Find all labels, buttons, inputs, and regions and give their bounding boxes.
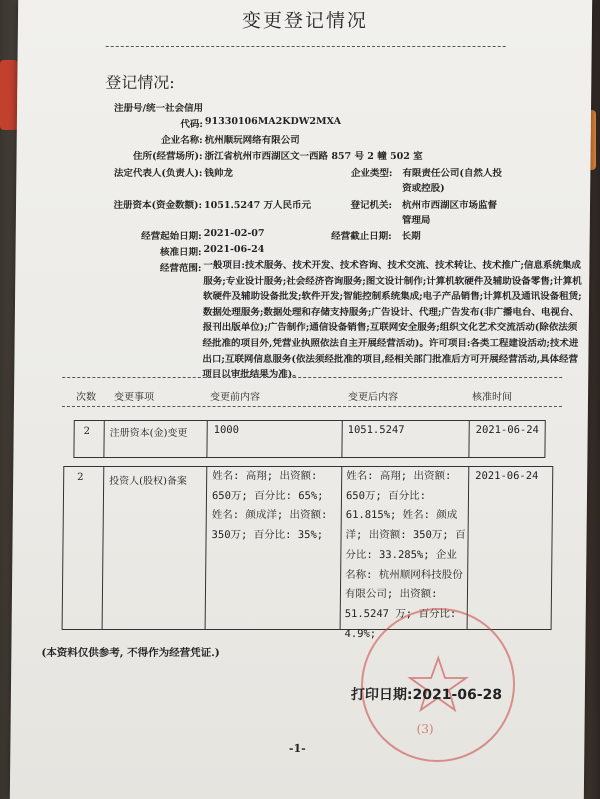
code-label-2: 代码: (180, 119, 203, 130)
section-title: 登记情况: (105, 73, 175, 92)
end-date: 长期 (401, 231, 421, 242)
row-after: 1051.5247 (347, 424, 405, 436)
end-date-label: 经营截止日期: (331, 231, 392, 242)
col-header-item: 变更事项 (113, 392, 155, 403)
credit-code: 91330106MA2KDW2MXA (204, 116, 342, 127)
capital: 1051.5247 万人民币元 (203, 200, 312, 211)
address: 浙江省杭州市西湖区文一西路 857 号 2 幢 502 室 (204, 151, 423, 162)
divider (106, 46, 506, 47)
business-scope: 一般项目:技术服务、技术开发、技术咨询、技术交流、技术转让、技术推广;信息系统集成服务;专业设计服务;社会经济咨询服务;图文设计制作;计算机软硬件及辅助设备零售;计算机软硬件及辅助设备批发;软件开发;智能控制系统集成;电子产品销售;计算机及通讯设备租赁;数据处理服务;数据处理和存储支持服务;广告设计、代理;广告发布(非广播电台、电视台、报刊出版单位);广告制作;通信设备销售;互联网安全服务;组织文化艺术交流活动(除依法须经批准的项目外,凭营业执照依法自主开展经营活动)。许可项目:各类工程建设活动;技术进出口;互联网信息服务(依法须经批准的项目,经相关部门批准后方可开展经营活动,具体经营项目以审批结果为准)。 (202, 260, 582, 381)
page-title: 变更登记情况 (241, 10, 369, 32)
background-object (0, 60, 18, 130)
company-label: 企业名称: (161, 135, 203, 146)
authority-2: 管理局 (401, 215, 431, 226)
col-header-date: 核准时间 (471, 392, 513, 403)
print-date: 打印日期:2021-06-28 (350, 687, 503, 703)
row-no: 2 (77, 472, 84, 483)
rep-label: 法定代表人(负责人): (113, 168, 203, 179)
company-name: 杭州顺玩网络有限公司 (204, 135, 300, 146)
row-after: 姓名: 高翔; 出资额: 650万; 百分比: 61.815%; 姓名: 颜成洋; 出资额: 350万; 百分比: 33.285%; 企业名称: 杭州顺网科技股份有限公司; 出资额: 51.5247 万; 百分比: 4.9%; (344, 470, 466, 640)
row-item: 投资人(股权)备案 (109, 476, 188, 487)
start-date: 2021-02-07 (203, 228, 265, 239)
row-before: 1000 (213, 424, 240, 436)
approve-date-label: 核准日期: (159, 247, 202, 258)
divider (62, 406, 562, 407)
document-page (10, 0, 592, 799)
type-label: 企业类型: (350, 168, 393, 179)
seal-number: (3) (416, 722, 434, 736)
capital-label: 注册资本(资金数额): (113, 200, 203, 211)
divider (62, 377, 562, 378)
start-date-label: 经营起始日期: (141, 231, 202, 242)
approve-date: 2021-06-24 (203, 244, 265, 255)
authority: 杭州市西湖区市场监督 (401, 200, 498, 211)
company-type-2: 资或控股) (402, 183, 445, 194)
col-header-before: 变更前内容 (209, 392, 261, 403)
scope-label: 经营范围: (159, 263, 202, 274)
col-header-no: 次数 (75, 392, 97, 403)
row-date: 2021-06-24 (475, 470, 539, 482)
authority-label: 登记机关: (350, 200, 393, 211)
code-label: 注册号/统一社会信用 (114, 103, 204, 114)
address-label: 住所(经营场所): (132, 151, 203, 162)
legal-rep: 钱帅龙 (204, 168, 233, 179)
row-before: 姓名: 高翔; 出资额: 650万; 百分比: 65%; 姓名: 颜成洋; 出资额: 350万; 百分比: 35%; (211, 470, 328, 542)
page-number: -1- (288, 742, 306, 755)
company-type: 有限责任公司(自然人投 (402, 168, 502, 179)
row-no: 2 (83, 426, 91, 437)
row-item: 注册资本(金)变更 (109, 428, 188, 439)
row-date: 2021-06-24 (475, 424, 539, 436)
disclaimer-note: (本资料仅供参考, 不得作为经营凭证.) (41, 647, 220, 659)
col-header-after: 变更后内容 (347, 392, 399, 403)
